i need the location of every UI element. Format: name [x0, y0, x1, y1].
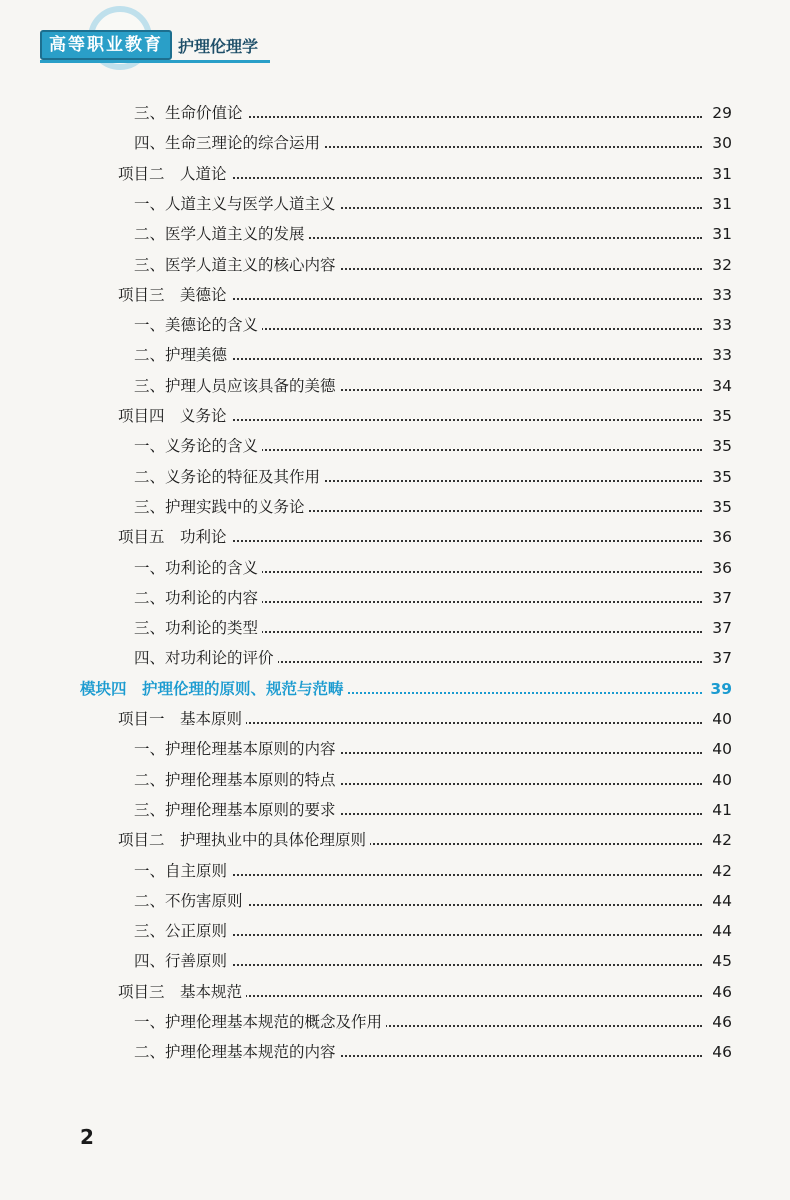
toc-entry-page: 46	[712, 1043, 732, 1062]
toc-entry-page: 32	[712, 255, 732, 274]
toc-entry-page: 36	[712, 528, 732, 547]
toc-entry-title: 项目四 义务论	[118, 401, 231, 431]
toc-entry-page: 45	[712, 952, 732, 971]
toc-entry-title: 模块四 护理伦理的原则、规范与范畴	[80, 674, 348, 704]
toc-entry-page: 31	[712, 194, 732, 213]
toc-entry-page: 31	[712, 225, 732, 244]
toc-entry-page: 44	[712, 891, 732, 910]
toc-entry-title: 三、生命价值论	[134, 98, 247, 128]
toc-entry-page: 37	[712, 619, 732, 638]
book-title: 护理伦理学	[178, 37, 259, 56]
page-number: 2	[80, 1125, 94, 1149]
toc-entry-page: 46	[712, 982, 732, 1001]
toc-entry-title: 三、医学人道主义的核心内容	[134, 250, 340, 280]
toc-entry-page: 35	[712, 497, 732, 516]
toc-entry-title: 一、人道主义与医学人道主义	[134, 189, 340, 219]
toc-entry-page: 30	[712, 134, 732, 153]
toc-entry-title: 项目三 美德论	[118, 280, 231, 310]
series-badge: 高等职业教育	[40, 30, 172, 60]
toc-entry-title: 三、护理人员应该具备的美德	[134, 371, 340, 401]
toc-entry-page: 35	[712, 437, 732, 456]
toc-entry-page: 40	[712, 710, 732, 728]
toc-entry-title: 一、自主原则	[134, 856, 231, 886]
toc-entry-title: 二、功利论的内容	[134, 583, 262, 613]
toc-entry-title: 二、不伤害原则	[134, 886, 247, 916]
toc-entry-title: 三、护理实践中的义务论	[134, 492, 309, 522]
toc-entry-page: 42	[712, 861, 732, 880]
toc-entry-title: 三、公正原则	[134, 916, 231, 946]
toc-entry-page: 44	[712, 922, 732, 941]
toc-entry-page: 33	[712, 316, 732, 335]
toc-entry-title: 项目一 基本原则	[118, 704, 246, 734]
toc-entry-page: 42	[712, 831, 732, 850]
toc-entry-page: 33	[712, 346, 732, 365]
toc-entry-title: 一、义务论的含义	[134, 431, 262, 461]
toc-entry-title: 四、对功利论的评价	[134, 643, 278, 673]
toc-entry-page: 40	[712, 740, 732, 759]
toc-entry-title: 项目三 基本规范	[118, 977, 246, 1007]
toc-entry-page: 39	[710, 679, 732, 698]
toc-entry-title: 项目五 功利论	[118, 522, 231, 552]
toc-entry-page: 36	[712, 558, 732, 577]
toc-entry-title: 项目二 护理执业中的具体伦理原则	[118, 825, 370, 855]
toc-entry-page: 37	[712, 649, 732, 668]
toc-entry-title: 二、护理伦理基本原则的特点	[134, 765, 340, 795]
toc-entry-title: 一、美德论的含义	[134, 310, 262, 340]
toc-entry-page: 29	[712, 104, 732, 122]
toc-entry-title: 三、护理伦理基本原则的要求	[134, 795, 340, 825]
toc-entry-page: 35	[712, 407, 732, 425]
toc-entry-title: 三、功利论的类型	[134, 613, 262, 643]
toc-entry-title: 四、行善原则	[134, 946, 231, 976]
toc-entry-title: 二、护理伦理基本规范的内容	[134, 1037, 340, 1067]
toc-entry-title: 一、功利论的含义	[134, 553, 262, 583]
page-header	[0, 0, 790, 80]
toc-entry-page: 37	[712, 588, 732, 607]
header-underline	[40, 60, 270, 63]
toc-entry-page: 34	[712, 376, 732, 395]
toc-entry-page: 41	[712, 800, 732, 819]
toc-section-entry	[0, 1037, 790, 1067]
toc-entry-page: 35	[712, 467, 732, 486]
toc-entry-title: 二、义务论的特征及其作用	[134, 462, 324, 492]
toc-entry-title: 一、护理伦理基本规范的概念及作用	[134, 1007, 386, 1037]
toc-entry-page: 31	[712, 164, 732, 183]
toc-entry-title: 二、医学人道主义的发展	[134, 219, 309, 249]
toc-entry-title: 二、护理美德	[134, 340, 231, 370]
toc-entry-title: 一、护理伦理基本原则的内容	[134, 734, 340, 764]
toc-entry-title: 项目二 人道论	[118, 159, 231, 189]
toc-entry-page: 33	[712, 285, 732, 304]
toc-entry-page: 46	[712, 1013, 732, 1031]
toc-entry-page: 40	[712, 770, 732, 789]
toc-entry-title: 四、生命三理论的综合运用	[134, 128, 324, 158]
